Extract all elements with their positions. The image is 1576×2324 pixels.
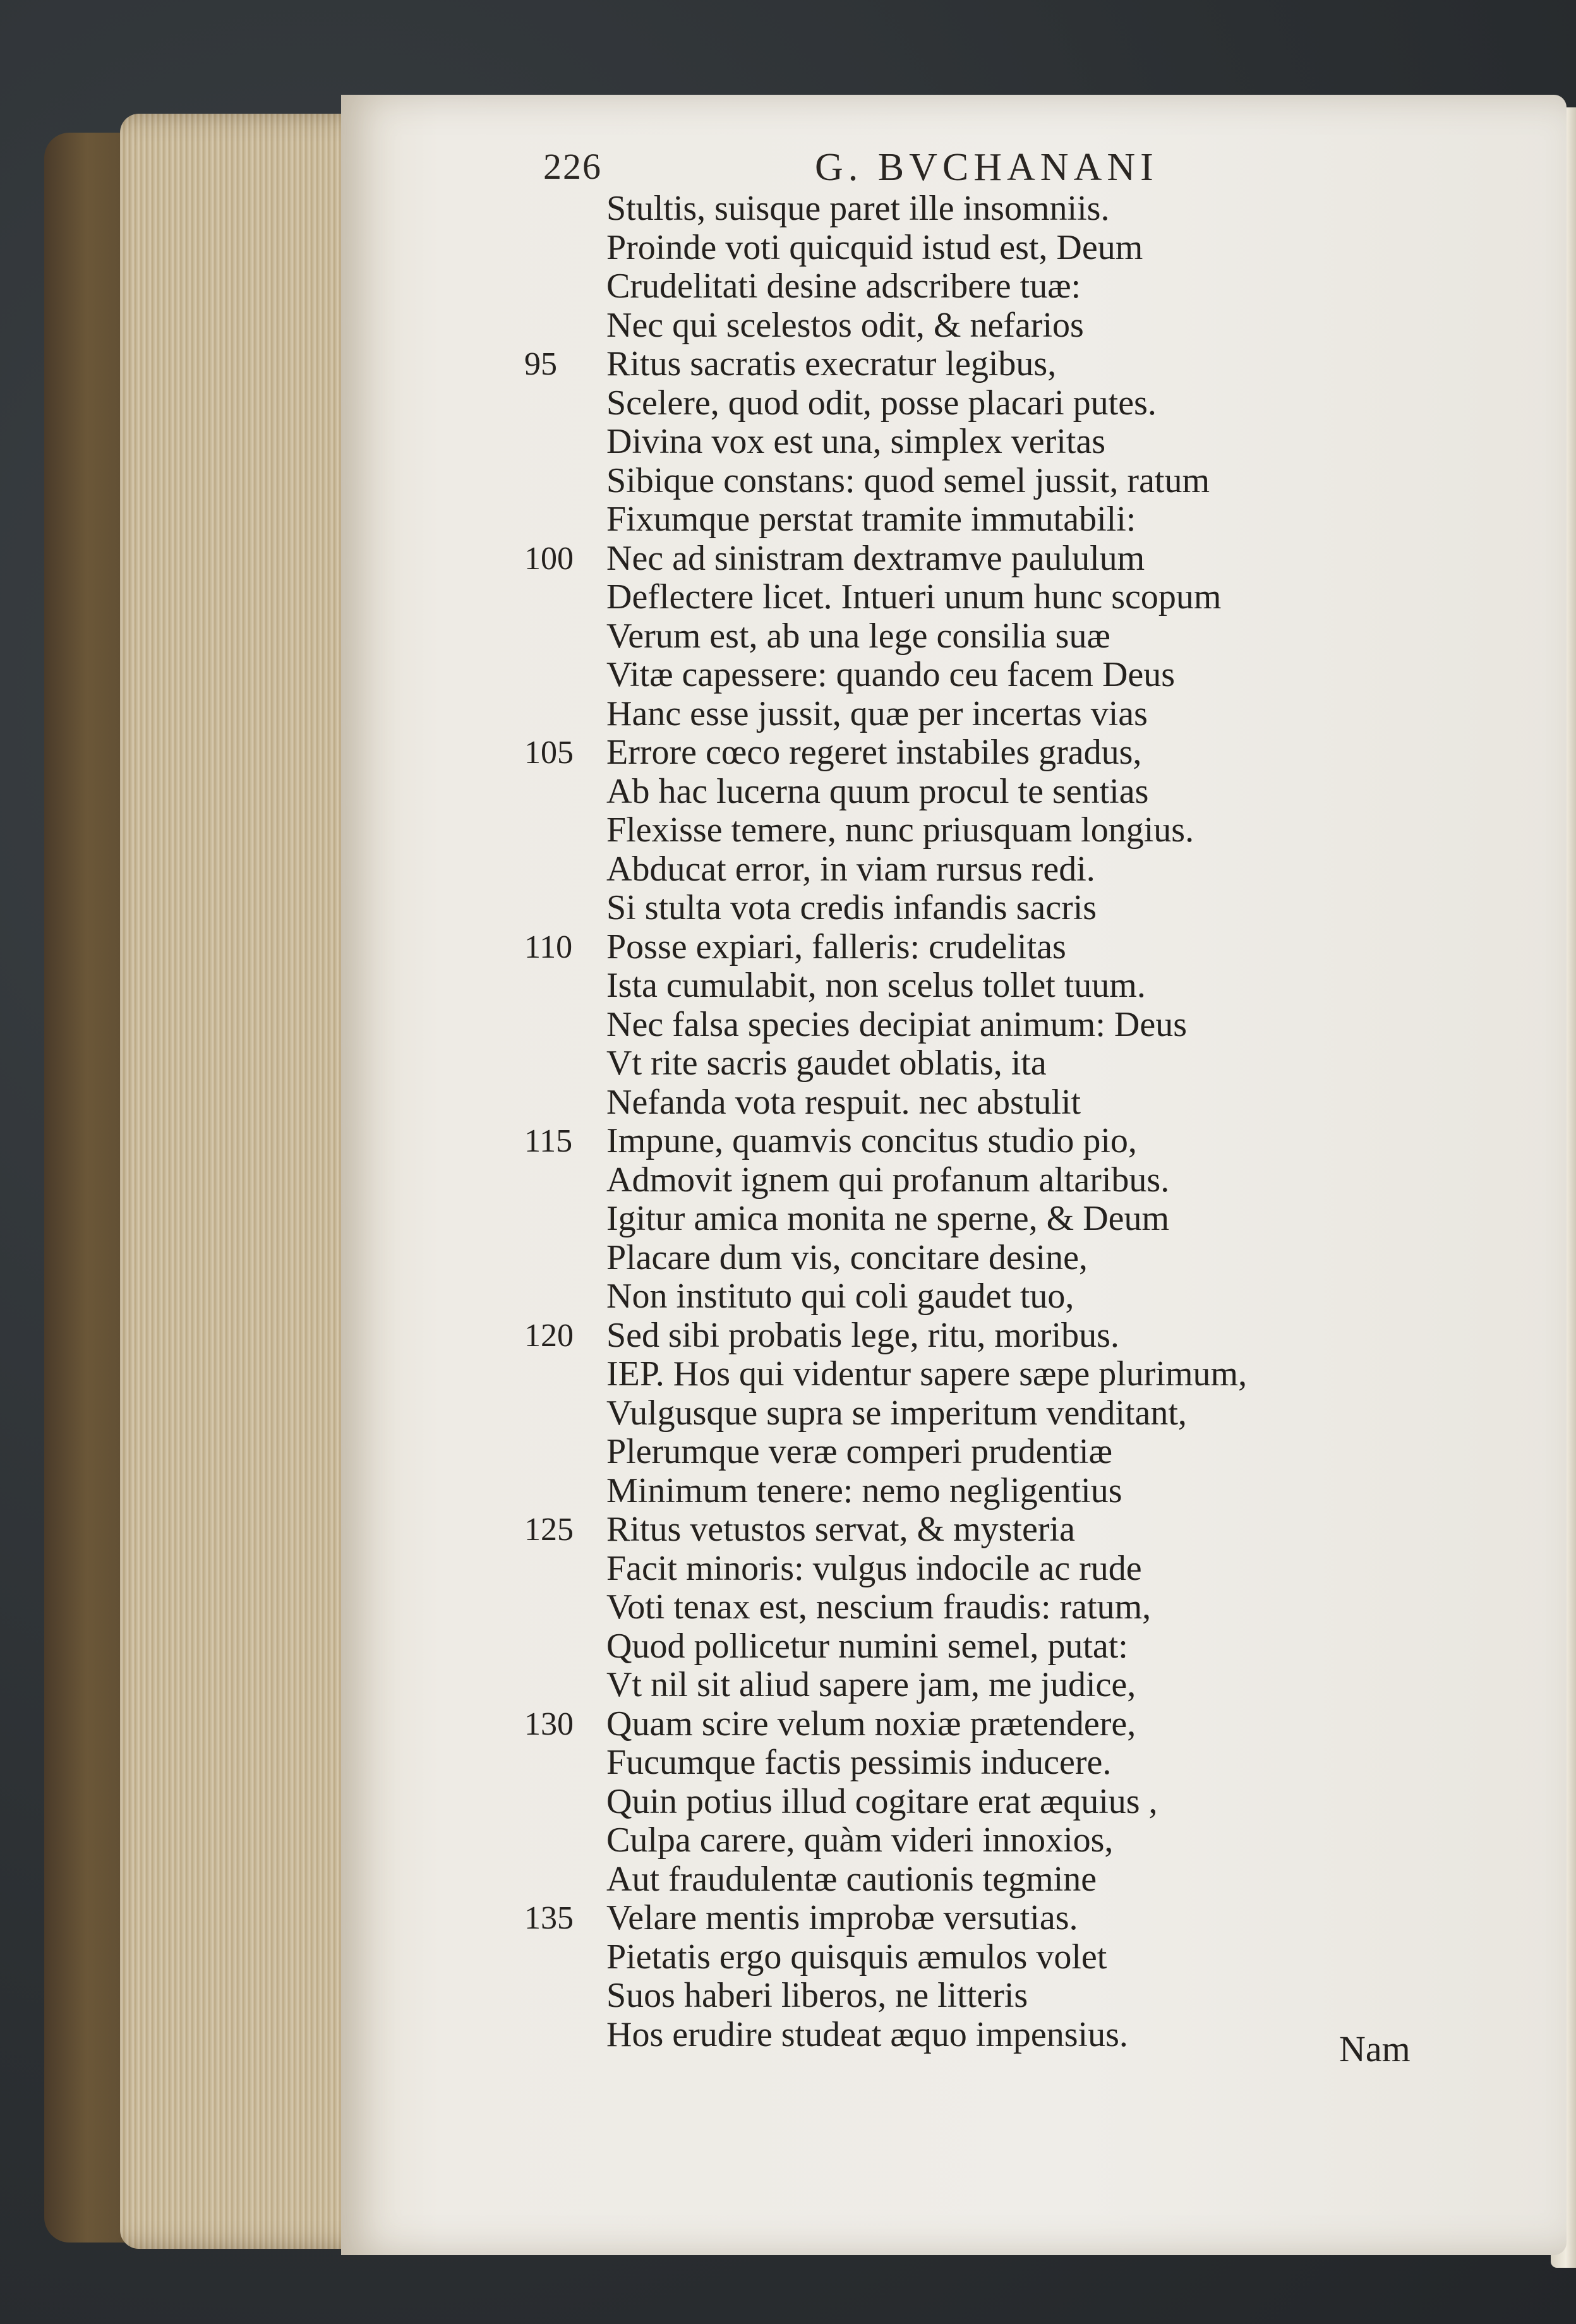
verse-line — [524, 578, 1409, 617]
verse-line — [524, 1472, 1409, 1511]
catchword: Nam — [1339, 2028, 1411, 2069]
line-text: Quod pollicetur numini semel, putat: — [606, 1626, 1128, 1666]
verse-line — [524, 1122, 1409, 1161]
line-text: Quam scire velum noxiæ prætendere, — [606, 1704, 1136, 1743]
line-text: Facit minoris: vulgus indocile ac rude — [606, 1548, 1142, 1588]
line-text: Fixumque perstat tramite immutabili: — [606, 500, 1136, 539]
line-number: 105 — [524, 735, 574, 771]
verse-line — [524, 1860, 1409, 1900]
line-text: IEP. Hos qui videntur sapere sæpe plurimum, — [606, 1354, 1248, 1394]
line-text: Nefanda vota respuit. nec abstulit — [606, 1082, 1081, 1122]
verse-line — [524, 1239, 1409, 1278]
verse-line — [524, 1161, 1409, 1200]
verse-line — [524, 656, 1409, 695]
line-number: 130 — [524, 1706, 574, 1742]
line-text: Sed sibi probatis lege, ritu, moribus. — [606, 1315, 1119, 1355]
verse-line — [524, 1550, 1409, 1589]
verse-line — [524, 1006, 1409, 1045]
line-text: Admovit ignem qui profanum altaribus. — [606, 1160, 1170, 1200]
verse-line — [524, 267, 1409, 306]
verse-line — [524, 1783, 1409, 1822]
line-text: Hanc esse jussit, quæ per incertas vias — [606, 694, 1148, 733]
verse-line — [524, 1588, 1409, 1627]
line-text: Igitur amica monita ne sperne, & Deum — [606, 1199, 1170, 1238]
line-text: Minimum tenere: nemo negligentius — [606, 1471, 1122, 1510]
verse-line — [524, 462, 1409, 501]
verse-line — [524, 539, 1409, 579]
line-text: Vt rite sacris gaudet oblatis, ita — [606, 1044, 1047, 1083]
verse-line — [524, 1277, 1409, 1316]
line-text: Ritus sacratis execratur legibus, — [606, 344, 1057, 383]
line-number: 115 — [524, 1123, 573, 1159]
verse-line — [524, 966, 1409, 1006]
verse-line — [524, 190, 1409, 229]
verse-line — [524, 1200, 1409, 1239]
line-text: Ritus vetustos servat, & mysteria — [606, 1510, 1075, 1549]
line-text: Divina vox est una, simplex veritas — [606, 422, 1106, 461]
line-text: Sibique constans: quod semel jussit, ratum — [606, 461, 1210, 500]
verse-line — [524, 1044, 1409, 1083]
line-text: Verum est, ab una lege consilia suæ — [606, 616, 1110, 656]
page-number: 226 — [543, 146, 602, 187]
line-text: Culpa carere, quàm videri innoxios, — [606, 1821, 1114, 1860]
line-text: Non instituto qui coli gaudet tuo, — [606, 1277, 1074, 1316]
line-text: Quin potius illud cogitare erat æquius , — [606, 1781, 1158, 1821]
verse-line — [524, 229, 1409, 268]
verse-line — [524, 733, 1409, 773]
line-text: Errore cœco regeret instabiles gradus, — [606, 733, 1142, 772]
line-text: Abducat error, in viam rursus redi. — [606, 849, 1095, 889]
verse-line — [524, 811, 1409, 850]
line-text: Voti tenax est, nescium fraudis: ratum, — [606, 1587, 1152, 1627]
line-text: Vulgusque supra se imperitum venditant, — [606, 1393, 1187, 1433]
line-text: Scelere, quod odit, posse placari putes. — [606, 383, 1157, 423]
verse-line — [524, 1355, 1409, 1394]
line-text: Proinde voti quicquid istud est, Deum — [606, 227, 1143, 267]
verse-line — [524, 773, 1409, 812]
verse-text — [524, 190, 1409, 2054]
verse-line — [524, 1899, 1409, 1938]
verse-line — [524, 500, 1409, 539]
line-text: Vt nil sit aliud sapere jam, me judice, — [606, 1665, 1136, 1704]
line-number: 135 — [524, 1900, 574, 1936]
verse-line — [524, 695, 1409, 734]
line-text: Hos erudire studeat æquo impensius. — [606, 2014, 1128, 2054]
line-number: 120 — [524, 1317, 574, 1354]
line-number: 125 — [524, 1512, 574, 1548]
verse-line — [524, 384, 1409, 423]
line-number: 95 — [524, 346, 557, 382]
verse-line — [524, 1627, 1409, 1666]
line-text: Crudelitati desine adscribere tuæ: — [606, 267, 1081, 306]
line-text: Ista cumulabit, non scelus tollet tuum. — [606, 966, 1146, 1005]
line-text: Velare mentis improbæ versutias. — [606, 1898, 1078, 1937]
line-text: Plerumque veræ comperi prudentiæ — [606, 1432, 1112, 1471]
line-text: Placare dum vis, concitare desine, — [606, 1237, 1088, 1277]
verse-line — [524, 2016, 1409, 2055]
verse-line — [524, 889, 1409, 928]
verse-line — [524, 423, 1409, 462]
verse-line — [524, 617, 1409, 656]
running-title: G. BVCHANANI — [815, 146, 1158, 189]
verse-line — [524, 850, 1409, 889]
verse-line — [524, 1433, 1409, 1472]
line-number: 100 — [524, 540, 574, 577]
verse-line — [524, 1705, 1409, 1744]
verse-line — [524, 1666, 1409, 1705]
line-text: Pietatis ergo quisquis æmulos volet — [606, 1937, 1107, 1977]
verse-line — [524, 345, 1409, 384]
line-text: Si stulta vota credis infandis sacris — [606, 888, 1097, 927]
verse-line — [524, 1743, 1409, 1783]
verse-line — [524, 1510, 1409, 1550]
line-text: Aut fraudulentæ cautionis tegmine — [606, 1859, 1097, 1899]
verse-line — [524, 1316, 1409, 1356]
line-text: Vitæ capessere: quando ceu facem Deus — [606, 655, 1176, 694]
verse-line — [524, 1938, 1409, 1977]
line-text: Flexisse temere, nunc priusquam longius. — [606, 810, 1194, 850]
line-text: Deflectere licet. Intueri unum hunc scopum — [606, 577, 1222, 617]
line-text: Nec falsa species decipiat animum: Deus — [606, 1004, 1187, 1044]
verse-line — [524, 1977, 1409, 2016]
line-text: Stultis, suisque paret ille insomniis. — [606, 189, 1110, 228]
verse-line — [524, 1821, 1409, 1860]
verse-line — [524, 1083, 1409, 1123]
line-text: Ab hac lucerna quum procul te sentias — [606, 771, 1149, 811]
line-text: Fucumque factis pessimis inducere. — [606, 1743, 1112, 1782]
verse-line — [524, 306, 1409, 346]
line-text: Impune, quamvis concitus studio pio, — [606, 1121, 1137, 1160]
line-text: Posse expiari, falleris: crudelitas — [606, 927, 1066, 966]
line-number: 110 — [524, 929, 573, 965]
line-text: Nec qui scelestos odit, & nefarios — [606, 305, 1084, 345]
line-text: Suos haberi liberos, ne litteris — [606, 1976, 1028, 2015]
line-text: Nec ad sinistram dextramve paululum — [606, 538, 1145, 578]
verse-line — [524, 1394, 1409, 1433]
verse-line — [524, 928, 1409, 967]
